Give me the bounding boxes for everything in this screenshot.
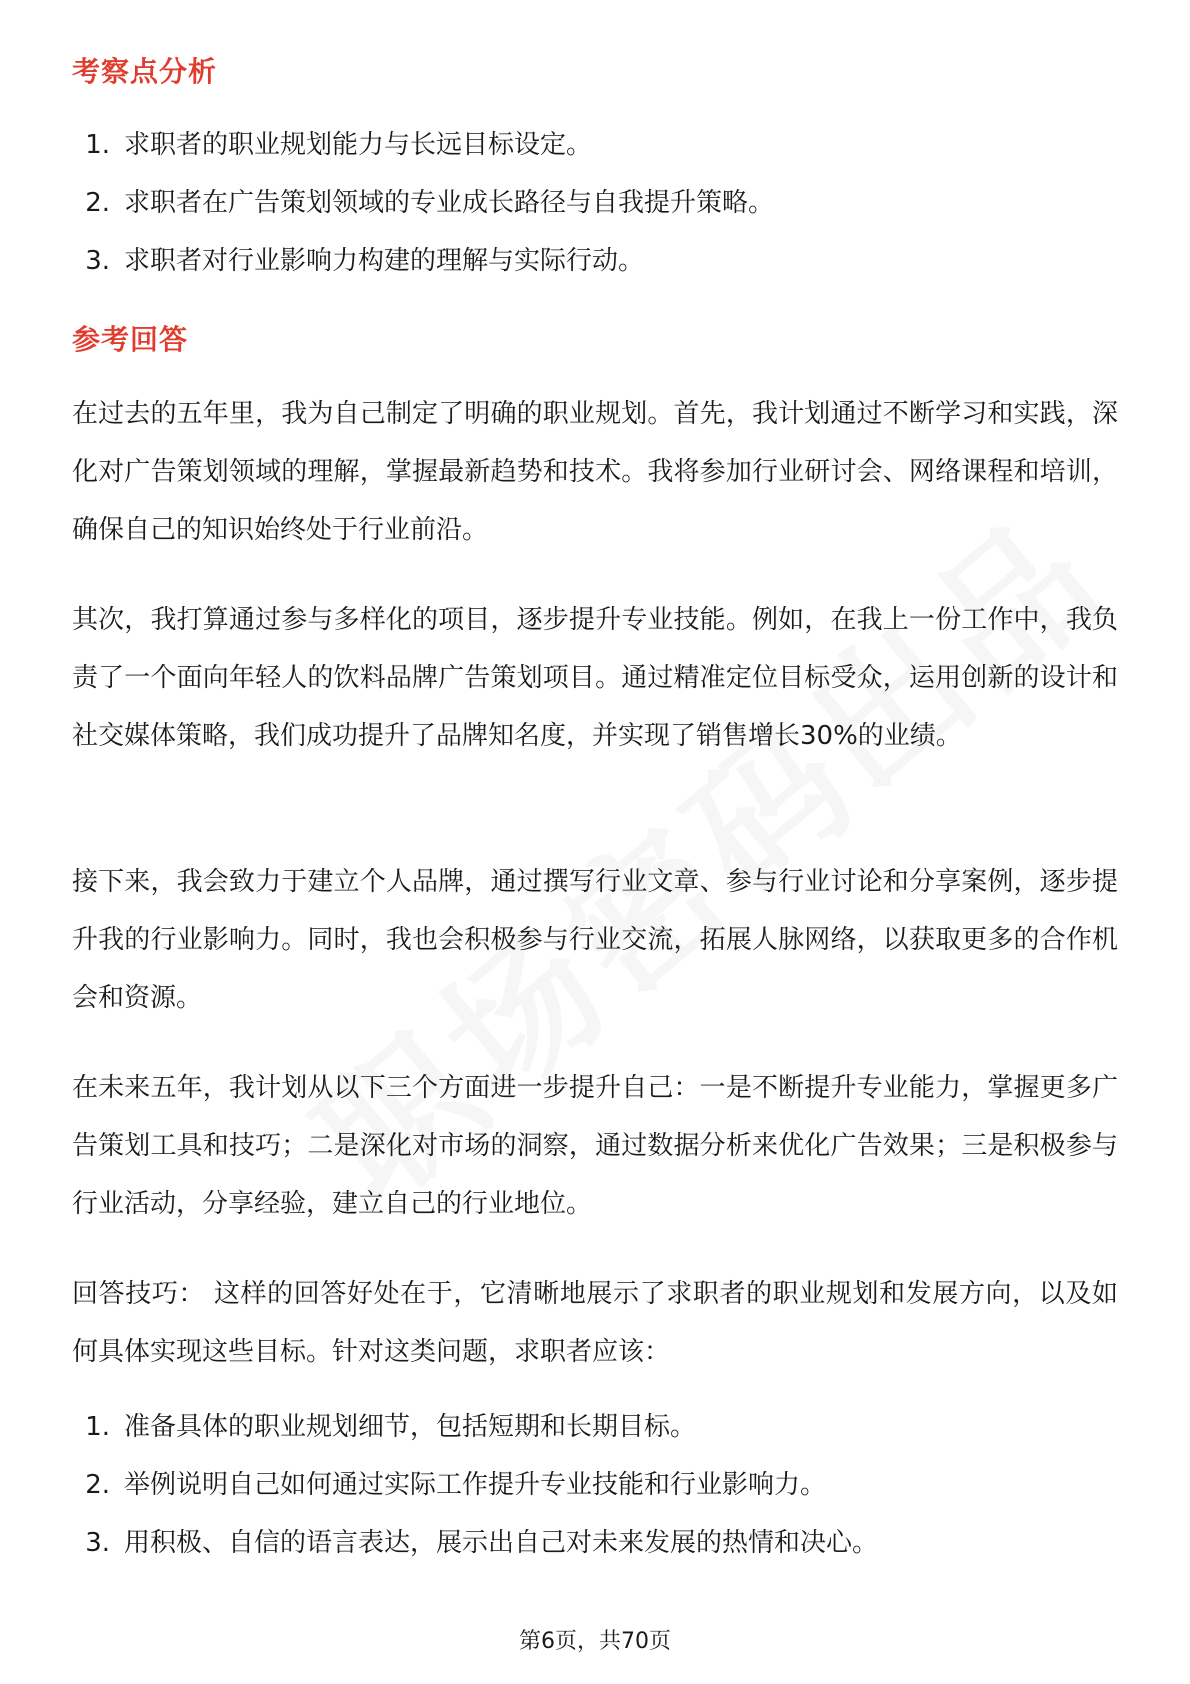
list-text: 用积极、自信的语言表达，展示出自己对未来发展的热情和决心。 <box>124 1528 879 1558</box>
list-number: 1. <box>85 130 110 160</box>
list-item <box>72 116 774 174</box>
list-item <box>72 1456 878 1514</box>
list-number: 1. <box>85 1412 110 1442</box>
paragraph: 接下来，我会致力于建立个人品牌，通过撰写行业文章、参与行业讨论和分享案例，逐步提升我的行业影响力。同时，我也会积极参与行业交流，拓展人脉网络，以获取更多的合作机会和资源。 <box>72 867 1118 1013</box>
answer-tips-paragraph: 回答技巧： 这样的回答好处在于，它清晰地展示了求职者的职业规划和发展方向，以及如何具体实现这些目标。针对这类问题，求职者应该： <box>72 1279 1118 1367</box>
list-text: 举例说明自己如何通过实际工作提升专业技能和行业影响力。 <box>124 1470 827 1500</box>
list-text: 求职者的职业规划能力与长远目标设定。 <box>124 130 593 160</box>
list-number: 2. <box>85 1470 110 1500</box>
page-indicator: 第6页，共70页 <box>519 1629 671 1654</box>
list-number: 3. <box>85 246 110 276</box>
paragraph: 在未来五年，我计划从以下三个方面进一步提升自己：一是不断提升专业能力，掌握更多广告策划工具和技巧；二是深化对市场的洞察，通过数据分析来优化广告效果；三是积极参与行业活动，分享经验，建立自己的行业地位。 <box>72 1073 1118 1219</box>
list-item <box>72 1514 878 1572</box>
analysis-list <box>72 116 774 290</box>
list-text: 准备具体的职业规划细节，包括短期和长期目标。 <box>124 1412 697 1442</box>
paragraph: 在过去的五年里，我为自己制定了明确的职业规划。首先，我计划通过不断学习和实践，深化对广告策划领域的理解，掌握最新趋势和技术。我将参加行业研讨会、网络课程和培训，确保自己的知识始终处于行业前沿。 <box>72 399 1118 545</box>
list-number: 3. <box>85 1528 110 1558</box>
paragraph: 其次，我打算通过参与多样化的项目，逐步提升专业技能。例如，在我上一份工作中，我负责了一个面向年轻人的饮料品牌广告策划项目。通过精准定位目标受众，运用创新的设计和社交媒体策略，我们成功提升了品牌知名度，并实现了销售增长30%的业绩。 <box>72 605 1118 751</box>
list-item <box>72 232 774 290</box>
list-text: 求职者对行业影响力构建的理解与实际行动。 <box>124 246 645 276</box>
section-title-analysis: 考察点分析 <box>72 55 218 88</box>
list-item <box>72 174 774 232</box>
section-title-answer: 参考回答 <box>72 323 189 356</box>
tips-list <box>72 1398 878 1572</box>
list-item <box>72 1398 878 1456</box>
list-text: 求职者在广告策划领域的专业成长路径与自我提升策略。 <box>124 188 775 218</box>
list-number: 2. <box>85 188 110 218</box>
